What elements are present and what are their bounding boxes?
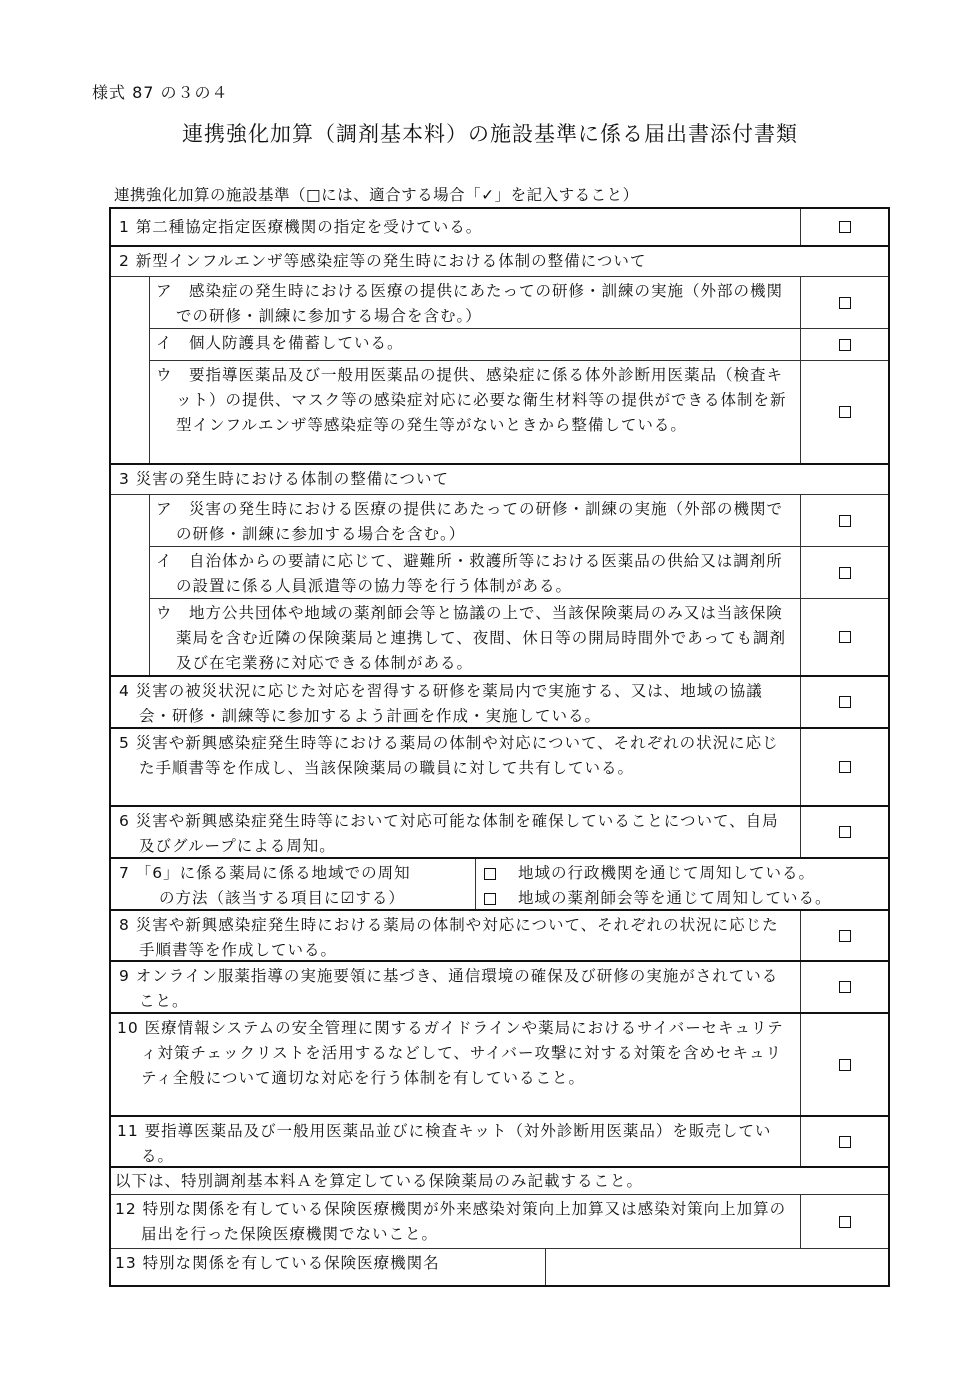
label-line-2: の方法（該当する項目に☑する） — [159, 889, 405, 907]
notification-method-label — [111, 859, 476, 909]
criteria-text: 10 医療情報システムの安全管理に関するガイドラインや薬局におけるサイバーセキュリティ対策チェックリストを活用するなどして、サイバー攻撃に対する対策を含めセキュリティ全般について適切な対応を行う体制を有していること。 — [117, 1019, 784, 1087]
form-number: 様式 87 の３の４ — [92, 83, 229, 102]
criteria-text: 9 オンライン服薬指導の実施要領に基づき、通信環境の確保及び研修の実施がされていること。 — [119, 967, 779, 1010]
related-institution-label: 13 特別な関係を有している保険医療機関名 — [111, 1249, 546, 1285]
checkbox-cell[interactable] — [800, 209, 888, 245]
subitem-3b — [150, 546, 888, 598]
checkbox-icon[interactable] — [839, 1059, 851, 1071]
criteria-text: イ 個人防護具を備蓄している。 — [156, 334, 404, 352]
criteria-text: 8 災害や新興感染症発生時における薬局の体制や対応について、それぞれの状況に応じた手順書等を作成している。 — [119, 916, 779, 959]
section-heading: 2 新型インフルエンザ等感染症等の発生時における体制の整備について — [119, 252, 647, 270]
checkbox-cell[interactable] — [800, 1014, 888, 1115]
criteria-text: 11 要指導医薬品及び一般用医薬品並びに検査キット（対外診断用医薬品）を販売している。 — [117, 1122, 772, 1165]
subitem-2a — [150, 277, 888, 328]
special-note: 以下は、特別調剤基本料Ａを算定している保険薬局のみ記載すること。 — [115, 1171, 644, 1190]
criteria-row-3-subitems — [111, 494, 888, 675]
checkbox-cell[interactable] — [800, 729, 888, 805]
section-heading: 3 災害の発生時における体制の整備について — [119, 470, 449, 488]
option-administrative[interactable] — [484, 861, 884, 886]
checkbox-cell[interactable] — [800, 1195, 888, 1248]
subitem-2c — [150, 360, 888, 463]
checkbox-cell[interactable] — [800, 361, 888, 463]
criteria-row-9 — [111, 960, 888, 1012]
document-title: 連携強化加算（調剤基本料）の施設基準に係る届出書添付書類 — [182, 122, 798, 146]
checkbox-cell[interactable] — [800, 599, 888, 675]
criteria-text: 12 特別な関係を有している保険医療機関が外来感染対策向上加算又は感染対策向上加算の届出を行った保険医療機関でないこと。 — [115, 1200, 787, 1243]
related-institution-name-field[interactable] — [546, 1249, 888, 1285]
criteria-row-3 — [111, 463, 888, 494]
criteria-table — [109, 207, 890, 1287]
label-line-1: 7 「6」に係る薬局に係る地域での周知 — [119, 864, 411, 882]
option-pharmacist-association[interactable] — [484, 886, 884, 911]
checkbox-icon[interactable] — [839, 1216, 851, 1228]
table-caption: 連携強化加算の施設基準（□には、適合する場合「✓」を記入すること） — [114, 186, 639, 204]
checkbox-icon[interactable] — [839, 930, 851, 942]
checkbox-cell[interactable] — [800, 807, 888, 857]
checkbox-cell[interactable] — [800, 677, 888, 727]
criteria-row-7 — [111, 857, 888, 909]
notification-method-options — [476, 859, 888, 909]
checkbox-cell[interactable] — [800, 547, 888, 598]
criteria-row-2-subitems — [111, 276, 888, 463]
checkbox-icon[interactable] — [484, 868, 496, 880]
checkbox-icon[interactable] — [839, 981, 851, 993]
criteria-row-8 — [111, 909, 888, 960]
criteria-text: 6 災害や新興感染症発生時等において対応可能な体制を確保していることについて、自局及びグループによる周知。 — [119, 812, 779, 855]
criteria-row-5 — [111, 727, 888, 805]
option-label: 地域の薬剤師会等を通じて周知している。 — [518, 889, 832, 907]
criteria-text: ウ 要指導医薬品及び一般用医薬品の提供、感染症に係る体外診断用医薬品（検査キット）の提供、マスク等の感染症対応に必要な衛生材料等の提供ができる体制を新型インフルエンザ等感染症等の発生等がないときから整備している。 — [156, 366, 787, 434]
checkbox-cell[interactable] — [800, 277, 888, 328]
criteria-row-11 — [111, 1115, 888, 1166]
checkbox-cell[interactable] — [800, 962, 888, 1012]
subitem-2b — [150, 328, 888, 360]
criteria-text: イ 自治体からの要請に応じて、避難所・救護所等における医薬品の供給又は調剤所の設置に係る人員派遣等の協力等を行う体制がある。 — [156, 552, 783, 595]
option-label: 地域の行政機関を通じて周知している。 — [518, 864, 816, 882]
subitem-3c — [150, 598, 888, 675]
checkbox-icon[interactable] — [839, 515, 851, 527]
criteria-row-6 — [111, 805, 888, 857]
checkbox-cell[interactable] — [800, 495, 888, 546]
checkbox-icon[interactable] — [839, 567, 851, 579]
criteria-row-1 — [111, 209, 888, 245]
special-note-row — [111, 1166, 888, 1194]
checkbox-icon[interactable] — [839, 339, 851, 351]
criteria-text: ア 災害の発生時における医療の提供にあたっての研修・訓練の実施（外部の機関での研修・訓練に参加する場合を含む。） — [156, 500, 784, 543]
checkbox-icon[interactable] — [839, 826, 851, 838]
criteria-text: ウ 地方公共団体や地域の薬剤師会等と協議の上で、当該保険薬局のみ又は当該保険薬局を含む近隣の保険薬局と連携して、夜間、休日等の開局時間外であっても調剤及び在宅業務に対応できる体制がある。 — [156, 604, 787, 672]
checkbox-icon[interactable] — [839, 761, 851, 773]
indent-spacer — [111, 277, 150, 463]
indent-spacer — [111, 495, 150, 675]
checkbox-cell[interactable] — [800, 911, 888, 960]
checkbox-icon[interactable] — [839, 297, 851, 309]
checkbox-icon[interactable] — [839, 631, 851, 643]
checkbox-icon[interactable] — [839, 1136, 851, 1148]
criteria-text: ア 感染症の発生時における医療の提供にあたっての研修・訓練の実施（外部の機関での研修・訓練に参加する場合を含む。） — [156, 282, 784, 325]
criteria-row-13 — [111, 1248, 888, 1285]
criteria-row-10 — [111, 1012, 888, 1115]
criteria-row-4 — [111, 675, 888, 727]
checkbox-icon[interactable] — [839, 406, 851, 418]
criteria-row-12 — [111, 1194, 888, 1248]
checkbox-cell[interactable] — [800, 329, 888, 360]
checkbox-icon[interactable] — [839, 696, 851, 708]
criteria-text: 4 災害の被災状況に応じた対応を習得する研修を薬局内で実施する、又は、地域の協議会・研修・訓練等に参加するよう計画を作成・実施している。 — [119, 682, 763, 725]
criteria-row-2 — [111, 245, 888, 276]
subitem-3a — [150, 495, 888, 546]
checkbox-icon[interactable] — [839, 221, 851, 233]
checkbox-cell[interactable] — [800, 1117, 888, 1166]
criteria-text: 1 第二種協定指定医療機関の指定を受けている。 — [119, 217, 483, 236]
checkbox-icon[interactable] — [484, 893, 496, 905]
criteria-text: 5 災害や新興感染症発生時等における薬局の体制や対応について、それぞれの状況に応じた手順書等を作成し、当該保険薬局の職員に対して共有している。 — [119, 734, 779, 777]
